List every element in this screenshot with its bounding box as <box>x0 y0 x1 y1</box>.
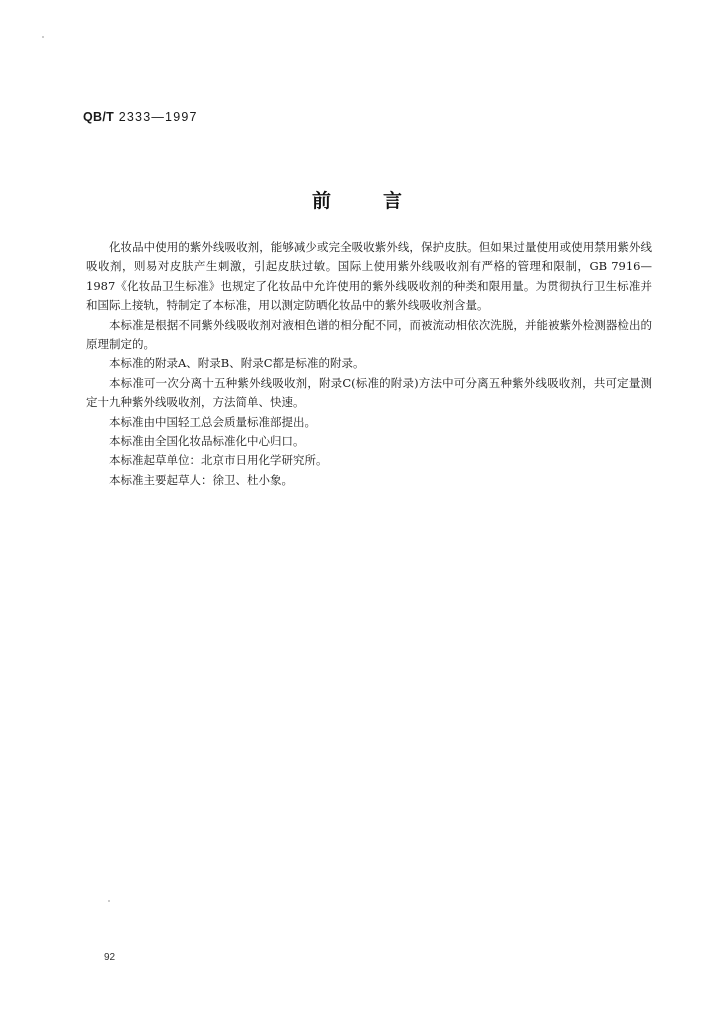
paragraph: 本标准起草单位：北京市日用化学研究所。 <box>109 453 328 468</box>
page-title: 前言 <box>312 190 455 212</box>
paragraph: 本标准由全国化妆品标准化中心归口。 <box>109 434 305 449</box>
standard-code-number: 2333—1997 <box>118 110 198 124</box>
paragraph: 本标准由中国轻工总会质量标准部提出。 <box>109 414 316 429</box>
paragraph: 本标准可一次分离十五种紫外线吸收剂，附录C(标准的附录)方法中可分离五种紫外线吸收剂，共可定量测定十九种紫外线吸收剂，方法简单、快速。 <box>86 375 652 410</box>
scan-speck <box>42 36 44 38</box>
standard-code-prefix: QB/T <box>83 110 115 124</box>
standard-code <box>83 110 198 124</box>
page-number: 92 <box>104 952 116 963</box>
foreword-body <box>86 238 652 490</box>
paragraph: 本标准是根据不同紫外线吸收剂对液相色谱的相分配不同，而被流动相依次洗脱，并能被紫外检测器检出的原理制定的。 <box>86 317 652 352</box>
paragraph: 本标准主要起草人：徐卫、杜小象。 <box>109 472 293 487</box>
scan-speck <box>108 900 110 902</box>
paragraph: 化妆品中使用的紫外线吸收剂，能够减少或完全吸收紫外线，保护皮肤。但如果过量使用或使用禁用紫外线吸收剂，则易对皮肤产生刺激，引起皮肤过敏。国际上使用紫外线吸收剂有严格的管理和限制，GB 7916—1987《化妆品卫生标准》也规定了化妆品中允许使用的紫外线吸收剂的种类和限用量。为贯彻执行卫生标准并和国际上接轨，特制定了本标准，用以测定防晒化妆品中的紫外线吸收剂含量。 <box>86 240 652 313</box>
paragraph: 本标准的附录A、附录B、附录C都是标准的附录。 <box>109 356 365 371</box>
